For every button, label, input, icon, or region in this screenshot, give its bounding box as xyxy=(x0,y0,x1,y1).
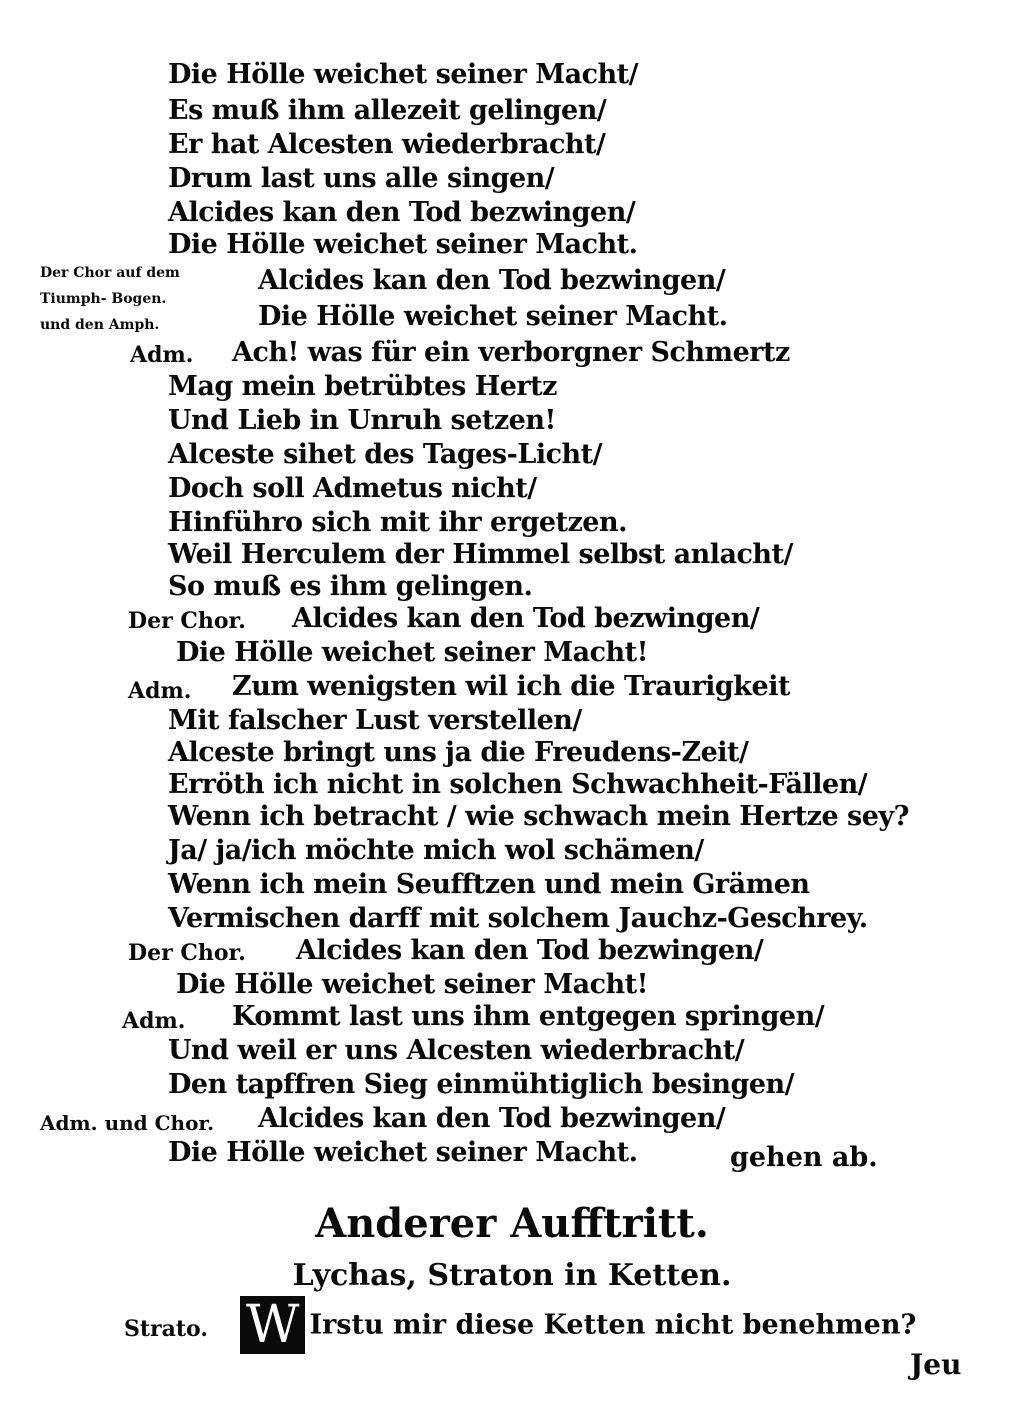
stage-note: Tiumph- Bogen. xyxy=(40,291,167,307)
scene-persons: Lychas, Straton in Ketten. xyxy=(292,1258,732,1293)
strato-line-block xyxy=(240,1296,916,1354)
verse-line: Hinführo sich mit ihr ergetzen. xyxy=(168,507,628,538)
catchword: Jeu xyxy=(910,1348,962,1381)
verse-line: So muß es ihm gelingen. xyxy=(168,571,533,602)
verse-line: Vermischen darff mit solchem Jauchz-Geschrey. xyxy=(168,903,868,934)
verse-line: Mit falscher Lust verstellen/ xyxy=(168,705,582,736)
verse-line: Zum wenigsten wil ich die Traurigkeit xyxy=(232,671,790,702)
scene-title: Anderer Aufftritt. xyxy=(315,1200,709,1247)
stage-note: und den Amph. xyxy=(40,317,160,333)
speaker-label: Adm. xyxy=(130,342,194,368)
verse-line: Ach! was für ein verborgner Schmertz xyxy=(232,337,790,368)
verse-line: Weil Herculem der Himmel selbst anlacht/ xyxy=(168,539,793,570)
verse-line: Alceste bringt uns ja die Freudens-Zeit/ xyxy=(168,737,749,768)
verse-line: Irstu mir diese Ketten nicht benehmen? xyxy=(309,1309,917,1341)
verse-line: Alcides kan den Tod bezwingen/ xyxy=(296,935,764,966)
speaker-label: Strato. xyxy=(124,1316,209,1342)
verse-line: Alcides kan den Tod bezwingen/ xyxy=(258,265,726,296)
verse-line: Alcides kan den Tod bezwingen/ xyxy=(258,1103,726,1134)
verse-line: Die Hölle weichet seiner Macht/ xyxy=(168,59,639,90)
decorated-initial: W xyxy=(240,1296,305,1354)
verse-line: Doch soll Admetus nicht/ xyxy=(168,473,537,504)
stage-direction-exit: gehen ab. xyxy=(730,1142,878,1173)
verse-line: Alceste sihet des Tages-Licht/ xyxy=(168,439,602,470)
speaker-label: Der Chor. xyxy=(128,608,246,634)
speaker-label: Adm. xyxy=(122,1008,186,1034)
verse-line: Wenn ich betracht / wie schwach mein Hertze sey? xyxy=(168,801,909,832)
verse-line: Die Hölle weichet seiner Macht! xyxy=(176,969,649,1000)
verse-line: Die Hölle weichet seiner Macht! xyxy=(176,637,649,668)
speaker-label: Adm. xyxy=(128,678,192,704)
verse-line: Mag mein betrübtes Hertz xyxy=(168,371,557,402)
verse-line: Er hat Alcesten wiederbracht/ xyxy=(168,129,606,160)
verse-line: Die Hölle weichet seiner Macht. xyxy=(168,229,638,260)
speaker-label: Adm. und Chor. xyxy=(40,1111,215,1135)
verse-line: Wenn ich mein Seufftzen und mein Grämen xyxy=(168,869,810,900)
verse-line: Die Hölle weichet seiner Macht. xyxy=(168,1137,638,1168)
verse-line: Alcides kan den Tod bezwingen/ xyxy=(168,197,636,228)
verse-line: Den tapffren Sieg einmühtiglich besingen/ xyxy=(168,1069,795,1100)
verse-line: Ja/ ja/ich möchte mich wol schämen/ xyxy=(168,835,704,866)
verse-line: Und weil er uns Alcesten wiederbracht/ xyxy=(168,1035,745,1066)
verse-line: Die Hölle weichet seiner Macht. xyxy=(258,301,728,332)
verse-line: Erröth ich nicht in solchen Schwachheit-Fällen/ xyxy=(168,769,868,800)
verse-line: Es muß ihm allezeit gelingen/ xyxy=(168,95,607,126)
verse-line: Drum last uns alle singen/ xyxy=(168,163,555,194)
stage-note: Der Chor auf dem xyxy=(40,265,180,281)
verse-line: Kommt last uns ihm entgegen springen/ xyxy=(232,1001,825,1032)
verse-line: Und Lieb in Unruh setzen! xyxy=(168,405,556,436)
verse-line: Alcides kan den Tod bezwingen/ xyxy=(292,603,760,634)
speaker-label: Der Chor. xyxy=(128,940,246,966)
